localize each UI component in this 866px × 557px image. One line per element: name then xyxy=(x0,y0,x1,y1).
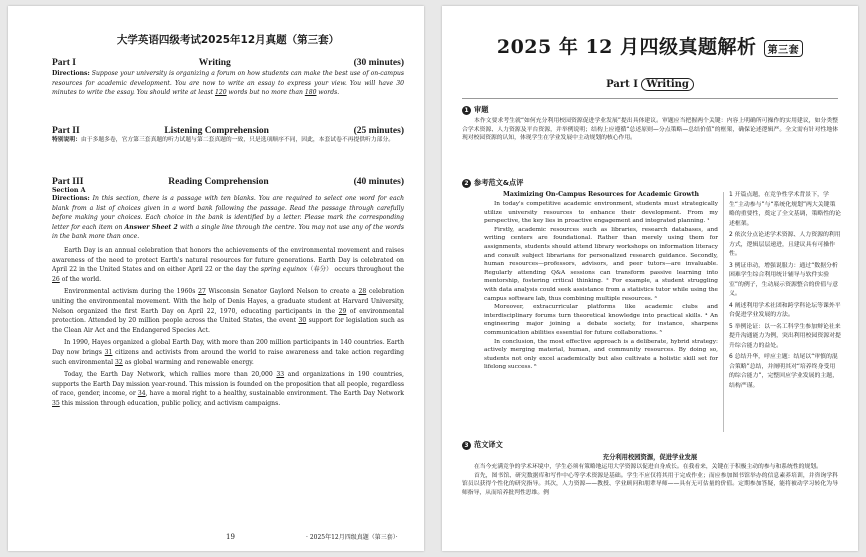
section-1-icon: 1 xyxy=(462,106,471,115)
passage-para-3: In 1990, Hayes organized a global Earth Day, with more than 200 million participants in 140 countries. Earth Day now brings 31 citizens and activists from around the world to raise awareness and take action regarding such environmental 32 as global warming and renewable energy. xyxy=(52,339,404,366)
blank-34[interactable]: 34 xyxy=(137,390,146,398)
blank-30[interactable]: 30 xyxy=(298,317,307,325)
note-6: 6 总结升华，呼应主题：结尾以“审慎的混合策略”总结，并阐明其对“培养终身受用的综合能力”，完整回应学业发展的主题，结构严谨。 xyxy=(729,354,839,389)
note-2: 2 依次分点论述学术资源、人力资源的利用方式，逻辑层层递进，且建议具有可操作性。 xyxy=(729,232,841,257)
heading-tag: 第三套 xyxy=(764,40,804,57)
part3-time: (40 minutes) xyxy=(353,177,404,187)
blank-29[interactable]: 29 xyxy=(338,307,347,315)
section-1-title: 审题 xyxy=(474,105,489,114)
essay-para-3: Moreover, extracurricular platforms like academic clubs and interdisciplinary forums turn theoretical knowledge into practical skills. ⁴ An engineering major joining a debate society, for instance, sharpens communication abilities essential for future collaborations. ⁵ xyxy=(484,304,718,336)
section-a-label: Section A xyxy=(52,187,86,194)
note-1: 1 开篇点题，在竞争性学术背景下，学生“主动参与”与“系统化规划”两大关键策略的重要性，奠定了全文基调，策略性的论述框架。 xyxy=(729,192,841,227)
part-heading: Part I Writing xyxy=(442,78,858,91)
note-5: 5 举例论证：以一名工科学生参加辩论社来提升沟通能力为例，突出利用校园资源对提升综合能力的益处。 xyxy=(729,323,841,349)
essay-title: Maximizing On-Campus Resources for Academic Growth xyxy=(502,191,700,198)
page-number: 19 xyxy=(226,533,235,541)
writing-badge: Writing xyxy=(641,78,694,91)
review-text: 本作文要求考生就“如何充分利用校园资源促进学业发展”提出具体建议。审题应当把握两个关键：内容上明确所可操作的实用建议，如分类整合学术资源、人力资源及平台资源，并举例说明；结构上应遵循“总述原则—分点策略—总结价值”的框架，确保论述逻辑严。全文需有针对性地体现对校园资源的认知，体现学生在学业发展中主动规划的核心作用。 xyxy=(462,118,838,142)
essay-para-1: In today's competitive academic environment, students must strategically utilize university resources to enhance their development. From my perspective, the key lies in proactive engagement and integrated planning. ¹ xyxy=(484,201,718,225)
section-2-icon: 2 xyxy=(462,179,471,188)
notes-column xyxy=(729,191,841,391)
section-review xyxy=(462,105,838,143)
part2-label: Part II xyxy=(52,126,80,136)
left-page xyxy=(8,6,424,551)
translation-title: 充分利用校园资源，促进学业发展 xyxy=(602,454,698,461)
passage-para-1: Earth Day is an annual celebration that honors the achievements of the environmental movement and raises awareness of the need to protect Earth's natural resources for future generations. Earth Day is celebrated on April 22 in the United States and on either April 22 or the day the spring equinox（春分） occurs throughout the 26 of the world. xyxy=(52,246,404,283)
exam-title: 大学英语四级考试2025年12月真题（第三套） xyxy=(116,34,340,46)
part1-label: Part I xyxy=(52,58,77,68)
blank-32[interactable]: 32 xyxy=(115,358,123,366)
note-3: 3 例证串动，增强说服力：通过“数据分析困难学生综合利用统计辅导与软件实验室”的例子，生动展示资源整合的价值与意义。 xyxy=(729,262,839,297)
essay-para-4: In conclusion, the most effective approach is a deliberate, hybrid strategy: actively merging material, human, and community resources. By doing so, students not only excel academically but also cultivate a holistic skill set for lifelong success. ⁶ xyxy=(484,338,718,371)
section-essay xyxy=(462,178,838,188)
part2-block xyxy=(52,126,404,146)
part2-note: 特别说明：由于多题多卷，官方第三套真题的听力试题与第二套真题的一致，只是选项顺序不同，因此，本套试卷不再提供听力部分。 xyxy=(52,137,395,143)
blank-26[interactable]: 26 xyxy=(52,275,60,283)
note-4: 4 阐述利用学术社团和跨学科论坛等课外平台促进学业发展的方法。 xyxy=(729,302,841,318)
part1-directions: Directions: Suppose your university is organizing a forum on how students can make the best use of on-campus resources for academic development. You are now to write an essay to express your view. You will have 30 minutes to write the essay. You should write at least 120 words but no more than 180 words. xyxy=(52,70,404,97)
part3-name: Reading Comprehension xyxy=(168,177,269,187)
section-2-title: 参考范文&点评 xyxy=(474,178,524,187)
right-page xyxy=(442,6,858,551)
passage-para-4: Today, the Earth Day Network, which rallies more than 20,000 33 and organizations in 190 countries, supports the Earth Day mission year-round. This mission is founded on the proposition that all people, regardless of race, gender, income, or 34, have a moral right to a healthy, sustainable environment. The Earth Day Network 35 this mission through education, public policy, and activism campaigns. xyxy=(52,371,404,407)
part1-name: Writing xyxy=(198,58,231,68)
part2-name: Listening Comprehension xyxy=(164,126,269,136)
analysis-heading: 2025 年 12 月四级真题解析 第三套 xyxy=(462,32,838,59)
blank-28[interactable]: 28 xyxy=(358,288,367,296)
part1-block xyxy=(52,58,404,98)
translation-para-2: 首先，图书馆、研究数据库和写作中心等学术资源是基础。学生不应仅将其用于完成作业；而应参加图书馆举办的信息素养培训，并咨询学科馆员以获得个性化的研究指导。其次，人力资源——教授、学业顾问和朋辈导师——具有无可估量的价值。定期参加答疑，能将被动学习转化为导师指导，从而培养批判性思维。例 xyxy=(462,472,838,496)
blank-27[interactable]: 27 xyxy=(198,288,206,296)
essay-column xyxy=(484,191,718,372)
section-3-icon: 3 xyxy=(462,441,471,450)
blank-33[interactable]: 33 xyxy=(276,371,285,379)
part1-time: (30 minutes) xyxy=(353,58,404,68)
translation-para-1: 在当今充满竞争的学术环境中，学生必须有策略地运用大学资源以促进自身成长。在我看来，关键在于积极主动的参与和系统性的规划。 xyxy=(474,464,822,470)
left-footer: · 2025年12月四级真题（第三套）· xyxy=(306,534,398,541)
blank-31[interactable]: 31 xyxy=(104,348,113,356)
section-3-title: 范文译文 xyxy=(474,440,503,449)
part2-time: (25 minutes) xyxy=(353,126,404,136)
part3-label: Part III xyxy=(52,177,84,187)
part3-directions: Directions: In this section, there is a passage with ten blanks. You are required to select one word for each blank from a list of choices given in a word bank following the passage. Read the passage through carefully before making your choices. Each choice in the bank is identified by a letter. Please mark the corresponding letter for each item on Answer Sheet 2 with a single line through the centre. You may not use any of the words in the bank more than once. xyxy=(52,195,405,241)
part3-block xyxy=(52,177,404,408)
section-translation xyxy=(462,440,838,497)
essay-para-2: Firstly, academic resources such as libraries, research databases, and writing centers are foundational. Rather than merely using them for assignments, students should attend library workshops on information literacy and consult subject librarians for personalized research guidance. Secondly, human resources—professors, advisors, and peer tutors—are invaluable. Regularly attending Q&A sessions can transform passive learning into mentorship, fostering critical thinking. ² For example, a student struggling with data analysis could seek assistance from a statistics tutor while using the campus software lab, thus combining multiple resources. ³ xyxy=(484,226,718,302)
passage-para-2: Environmental activism during the 1960s 27 Wisconsin Senator Gaylord Nelson to create a 28 celebration uniting the environmental movement. With the help of Denis Hayes, a graduate student at Harvard University, Nelson organized the first Earth Day on April 22, 1970, educating participants in the 29 of environmental protection. Attended by 20 million people across the United States, the event 30 support for legislation such as the Clean Air Act and the Endangered Species Act. xyxy=(52,288,405,334)
blank-35[interactable]: 35 xyxy=(52,399,60,407)
